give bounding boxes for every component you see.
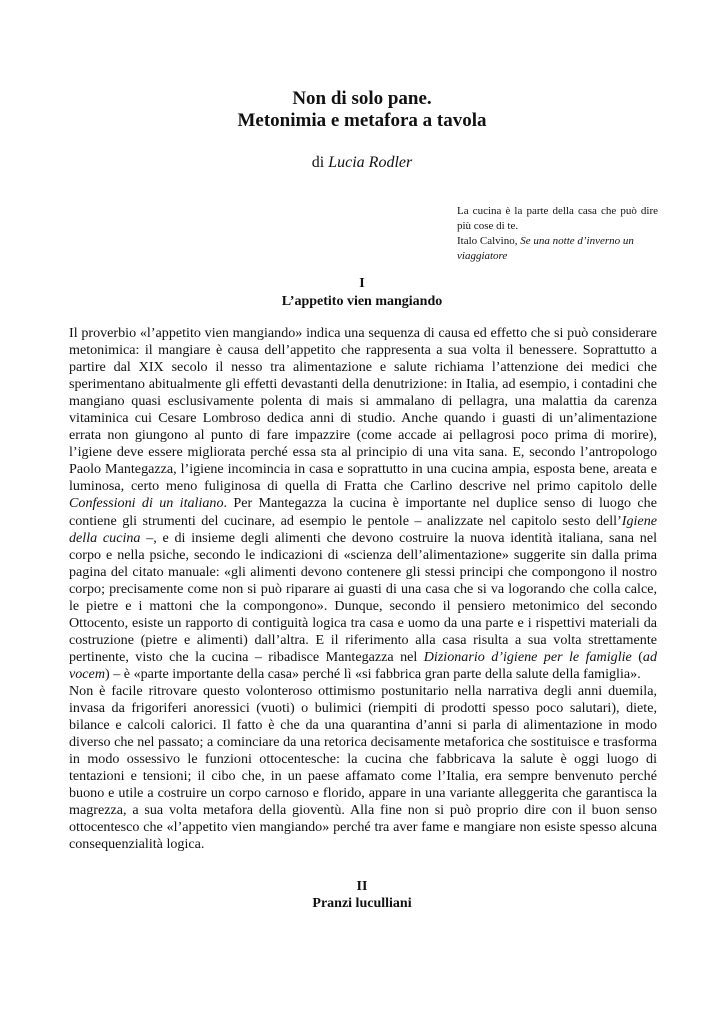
author-prefix: di [311, 154, 325, 171]
article-title-line-1: Non di solo pane. [292, 88, 432, 109]
epigraph-quote: La cucina è la parte della casa che può dire più cose di te. [457, 205, 658, 232]
epigraph-attribution-author: Italo Calvino, [457, 235, 518, 247]
paragraph-2: Non è facile ritrovare questo volonteroso ottimismo postunitario nella narrativa degli anni duemila, invasa da frigoriferi anoressici (vuoti) o bulimici (riempiti di prodotti spesso poco salutari), diete, bilance e calcoli calorici. Il fatto è che da una quarantina d’anni si parla di alimentazione in modo diverso che nel passato; a cominciare da una retorica decisamente metaforica che sostituisce e trasforma in modo ossessivo le funzioni ottocentesche: la cucina che fabbricava la salute è oggi luogo di tentazioni e tensioni; il cibo che, in un paese affamato come l’Italia, era sempre benvenuto perché buono e utile a costruire un corpo carnoso e florido, appare in una variante alleggerita che garantisca la magrezza, a sua volta metafora della gioventù. Alla fine non si può proprio dire con il buon senso ottocentesco che «l’appetito vien mangiando» perché tra aver fame e mangiare non esiste spesso alcuna consequenzialità logica. [69, 682, 657, 853]
paragraph-1-text-i: ) – è «parte importante della casa» perché lì «si fabbrica gran parte della salute della famiglia». [105, 665, 641, 682]
author-byline [0, 153, 724, 173]
section-2-heading: Pranzi luculliani [312, 896, 412, 911]
author-name: Lucia Rodler [328, 154, 413, 171]
section-1-heading: L’appetito vien mangiando [281, 294, 443, 309]
book-title-confessioni: Confessioni di un italiano [69, 495, 224, 512]
ad-vocem: ad vocem [69, 648, 657, 682]
section-1-number: I [359, 276, 365, 291]
book-title-igiene-della-cucina: Igiene della cucina [69, 512, 657, 546]
section-2-number: II [356, 879, 368, 894]
paragraph-1-text-c: . Per Mantegazza la cucina è importante nel duplice senso di luogo che contiene gli strumenti del cucinare, ad esempio le pentole – analizzate nel capitolo sesto dell’ [69, 495, 657, 529]
section-1-body [69, 325, 657, 853]
epigraph [457, 204, 658, 264]
epigraph-attribution-work: Se una notte d’inverno un viaggiatore [457, 235, 634, 262]
book-title-dizionario: Dizionario d’igiene per le famiglie [423, 648, 632, 665]
epigraph-attribution [457, 234, 658, 264]
paragraph-1 [69, 325, 657, 683]
paragraph-1-text-e: –, e di insieme degli alimenti che devono costruire la nuova identità italiana, sana nel corpo e nella psiche, secondo le indicazioni di «scienza dell’alimentazione» suggerite sin dalla prima pagina del citato manuale: «gli alimenti devono contenere gli stessi principi che compongono il nostro corpo; precisamente come non si può riparare ai guasti di una casa che si va logorando che colla calce, le pietre e i mattoni che la compongono». Dunque, secondo il pensiero metonimico del secondo Ottocento, esiste un rapporto di contiguità logica tra casa e uomo da una parte e i rispettivi materiali da costruzione (pietre e alimenti) dall’altra. E il riferimento alla casa risulta a sua volta strettamente pertinente, visto che la cucina – ribadisce Mantegazza nel [69, 529, 657, 665]
paragraph-1-text-a: Il proverbio «l’appetito vien mangiando» indica una sequenza di causa ed effetto che si può considerare metonimica: il mangiare è causa dell’appetito che rappresenta a sua volta il benessere. Soprattutto a partire dal XIX secolo il nesso tra alimentazione e salute richiama l’attenzione dei medici che sperimentano abitualmente gli effetti devastanti della denutrizione: in Italia, ad esempio, i contadini che mangiano quasi esclusivamente polenta di mais si ammalano di pellagra, una malattia da carenza vitaminica cui Cesare Lombroso dedica anni di studio. Anche quando i guasti di un’alimentazione errata non giungono al punto di fare impazzire (come accade ai pellagrosi poco prima di morire), l’igiene deve essere migliorata perché essa sta al principio di una vita sana. E, secondo l’antropologo Paolo Mantegazza, l’igiene incomincia in casa e soprattutto in una cucina ampia, esposta bene, areata e luminosa, certo meno fuliginosa di quella di Fratta che Carlino descrive nel primo capitolo delle [69, 325, 657, 495]
paragraph-1-text-g: ( [631, 648, 643, 665]
article-title-line-2: Metonimia e metafora a tavola [237, 110, 487, 131]
